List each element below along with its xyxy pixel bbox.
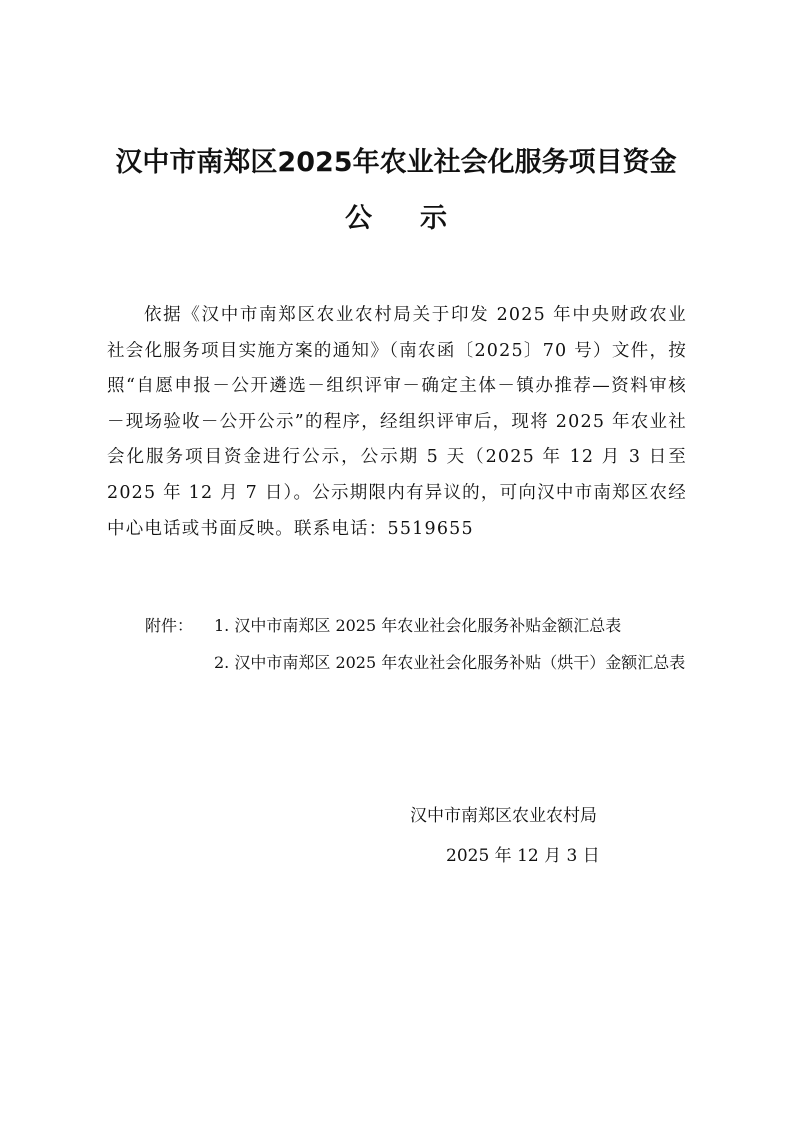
attachment-label: 附件： [145,616,194,635]
signature-date: 2025 年 12 月 3 日 [446,846,600,866]
document-subtitle: 公示 [345,203,495,234]
attachment-item-1: 1. 汉中市南郑区 2025 年农业社会化服务补贴金额汇总表 [214,616,622,635]
document-title: 汉中市南郑区2025年农业社会化服务项目资金 [115,147,677,178]
body-paragraph: 依据《汉中市南郑区农业农村局关于印发 2025 年中央财政农业社会化服务项目实施方案的通知》（南农函〔2025〕70 号）文件，按照“自愿申报－公开遴选－组织评审－确定主体－镇办推荐—资料审核－现场验收－公开公示”的程序，经组织评审后，现将 2025 年农业社会化服务项目资金进行公示，公示期 5 天（2025 年 12 月 3 日至 2025 年 12 月 7 日）。公示期限内有异议的，可向汉中市南郑区农经中心电话或书面反映。联系电话：5519655 [107,305,687,539]
signature-organization: 汉中市南郑区农业农村局 [410,806,597,826]
attachment-item-2: 2. 汉中市南郑区 2025 年农业社会化服务补贴（烘干）金额汇总表 [214,653,686,672]
